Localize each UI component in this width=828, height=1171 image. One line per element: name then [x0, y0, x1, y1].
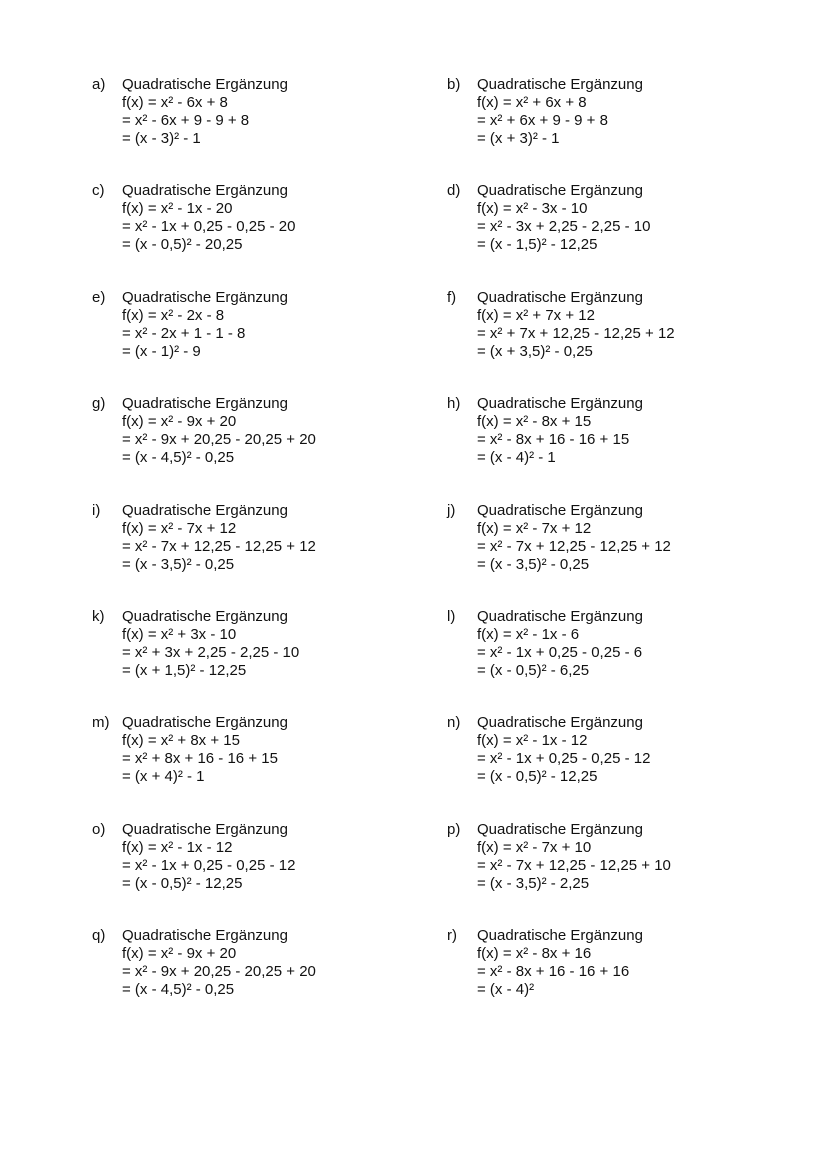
completion-step: = x² - 8x + 16 - 16 + 16 [477, 963, 630, 980]
function-definition: f(x) = x² - 2x - 8 [122, 307, 225, 324]
completion-step: = x² + 6x + 9 - 9 + 8 [477, 112, 608, 129]
exercise-letter: o) [92, 821, 106, 838]
exercise-title: Quadratische Ergänzung [122, 182, 288, 199]
exercise-e [92, 289, 452, 361]
exercise-j [447, 502, 807, 574]
exercise-letter: l) [447, 608, 456, 625]
exercise-title: Quadratische Ergänzung [122, 927, 288, 944]
vertex-form: = (x - 3,5)² - 2,25 [477, 875, 590, 892]
function-definition: f(x) = x² - 7x + 12 [122, 520, 237, 537]
exercise-letter: q) [92, 927, 106, 944]
function-definition: f(x) = x² + 8x + 15 [122, 732, 240, 749]
exercise-letter: p) [447, 821, 461, 838]
exercise-k [92, 608, 452, 680]
vertex-form: = (x + 3,5)² - 0,25 [477, 343, 593, 360]
exercise-letter: j) [447, 502, 456, 519]
completion-step: = x² + 7x + 12,25 - 12,25 + 12 [477, 325, 675, 342]
exercise-title: Quadratische Ergänzung [477, 608, 643, 625]
function-definition: f(x) = x² - 3x - 10 [477, 200, 588, 217]
exercise-letter: i) [92, 502, 101, 519]
vertex-form: = (x - 0,5)² - 6,25 [477, 662, 590, 679]
completion-step: = x² - 7x + 12,25 - 12,25 + 12 [477, 538, 671, 555]
exercise-title: Quadratische Ergänzung [122, 289, 288, 306]
exercise-title: Quadratische Ergänzung [122, 395, 288, 412]
exercise-title: Quadratische Ergänzung [477, 927, 643, 944]
completion-step: = x² - 1x + 0,25 - 0,25 - 6 [477, 644, 643, 661]
exercise-letter: e) [92, 289, 106, 306]
vertex-form: = (x + 3)² - 1 [477, 130, 560, 147]
exercise-letter: c) [92, 182, 105, 199]
function-definition: f(x) = x² + 6x + 8 [477, 94, 587, 111]
completion-step: = x² - 3x + 2,25 - 2,25 - 10 [477, 218, 651, 235]
vertex-form: = (x - 0,5)² - 20,25 [122, 236, 243, 253]
completion-step: = x² - 9x + 20,25 - 20,25 + 20 [122, 431, 316, 448]
exercise-letter: k) [92, 608, 105, 625]
completion-step: = x² - 1x + 0,25 - 0,25 - 12 [122, 857, 296, 874]
exercise-letter: d) [447, 182, 461, 199]
exercise-q [92, 927, 452, 999]
exercise-letter: m) [92, 714, 110, 731]
exercise-a [92, 76, 452, 148]
function-definition: f(x) = x² - 6x + 8 [122, 94, 228, 111]
completion-step: = x² - 7x + 12,25 - 12,25 + 10 [477, 857, 671, 874]
exercise-f [447, 289, 807, 361]
vertex-form: = (x - 4,5)² - 0,25 [122, 449, 235, 466]
function-definition: f(x) = x² - 1x - 12 [122, 839, 233, 856]
exercise-title: Quadratische Ergänzung [122, 76, 288, 93]
exercise-i [92, 502, 452, 574]
exercise-title: Quadratische Ergänzung [477, 714, 643, 731]
exercise-letter: a) [92, 76, 106, 93]
exercise-g [92, 395, 452, 467]
exercise-letter: h) [447, 395, 461, 412]
function-definition: f(x) = x² - 9x + 20 [122, 945, 237, 962]
exercise-title: Quadratische Ergänzung [122, 821, 288, 838]
function-definition: f(x) = x² + 3x - 10 [122, 626, 237, 643]
vertex-form: = (x - 3)² - 1 [122, 130, 201, 147]
exercise-c [92, 182, 452, 254]
vertex-form: = (x - 1)² - 9 [122, 343, 201, 360]
exercise-title: Quadratische Ergänzung [477, 395, 643, 412]
function-definition: f(x) = x² - 8x + 16 [477, 945, 592, 962]
vertex-form: = (x - 1,5)² - 12,25 [477, 236, 598, 253]
exercise-o [92, 821, 452, 893]
completion-step: = x² - 9x + 20,25 - 20,25 + 20 [122, 963, 316, 980]
function-definition: f(x) = x² - 7x + 10 [477, 839, 592, 856]
function-definition: f(x) = x² - 8x + 15 [477, 413, 592, 430]
exercise-letter: b) [447, 76, 461, 93]
completion-step: = x² - 7x + 12,25 - 12,25 + 12 [122, 538, 316, 555]
exercise-l [447, 608, 807, 680]
function-definition: f(x) = x² - 1x - 20 [122, 200, 233, 217]
exercise-title: Quadratische Ergänzung [122, 608, 288, 625]
completion-step: = x² - 1x + 0,25 - 0,25 - 20 [122, 218, 296, 235]
function-definition: f(x) = x² + 7x + 12 [477, 307, 595, 324]
exercise-title: Quadratische Ergänzung [477, 821, 643, 838]
completion-step: = x² - 8x + 16 - 16 + 15 [477, 431, 630, 448]
function-definition: f(x) = x² - 7x + 12 [477, 520, 592, 537]
exercise-letter: r) [447, 927, 457, 944]
function-definition: f(x) = x² - 1x - 12 [477, 732, 588, 749]
exercise-letter: f) [447, 289, 457, 306]
vertex-form: = (x - 0,5)² - 12,25 [477, 768, 598, 785]
completion-step: = x² + 8x + 16 - 16 + 15 [122, 750, 278, 767]
exercise-letter: n) [447, 714, 461, 731]
completion-step: = x² - 2x + 1 - 1 - 8 [122, 325, 246, 342]
exercise-b [447, 76, 807, 148]
exercise-h [447, 395, 807, 467]
exercise-title: Quadratische Ergänzung [477, 289, 643, 306]
vertex-form: = (x - 4)² [477, 981, 535, 998]
vertex-form: = (x - 4,5)² - 0,25 [122, 981, 235, 998]
exercise-title: Quadratische Ergänzung [477, 76, 643, 93]
exercise-r [447, 927, 807, 999]
exercise-p [447, 821, 807, 893]
exercise-title: Quadratische Ergänzung [122, 502, 288, 519]
exercise-m [92, 714, 452, 786]
vertex-form: = (x + 4)² - 1 [122, 768, 205, 785]
vertex-form: = (x + 1,5)² - 12,25 [122, 662, 247, 679]
function-definition: f(x) = x² - 1x - 6 [477, 626, 580, 643]
vertex-form: = (x - 4)² - 1 [477, 449, 556, 466]
exercise-title: Quadratische Ergänzung [477, 502, 643, 519]
vertex-form: = (x - 3,5)² - 0,25 [122, 556, 235, 573]
exercise-title: Quadratische Ergänzung [122, 714, 288, 731]
function-definition: f(x) = x² - 9x + 20 [122, 413, 237, 430]
exercise-n [447, 714, 807, 786]
completion-step: = x² - 1x + 0,25 - 0,25 - 12 [477, 750, 651, 767]
exercise-letter: g) [92, 395, 106, 412]
vertex-form: = (x - 0,5)² - 12,25 [122, 875, 243, 892]
completion-step: = x² + 3x + 2,25 - 2,25 - 10 [122, 644, 300, 661]
exercise-title: Quadratische Ergänzung [477, 182, 643, 199]
vertex-form: = (x - 3,5)² - 0,25 [477, 556, 590, 573]
exercise-d [447, 182, 807, 254]
completion-step: = x² - 6x + 9 - 9 + 8 [122, 112, 250, 129]
